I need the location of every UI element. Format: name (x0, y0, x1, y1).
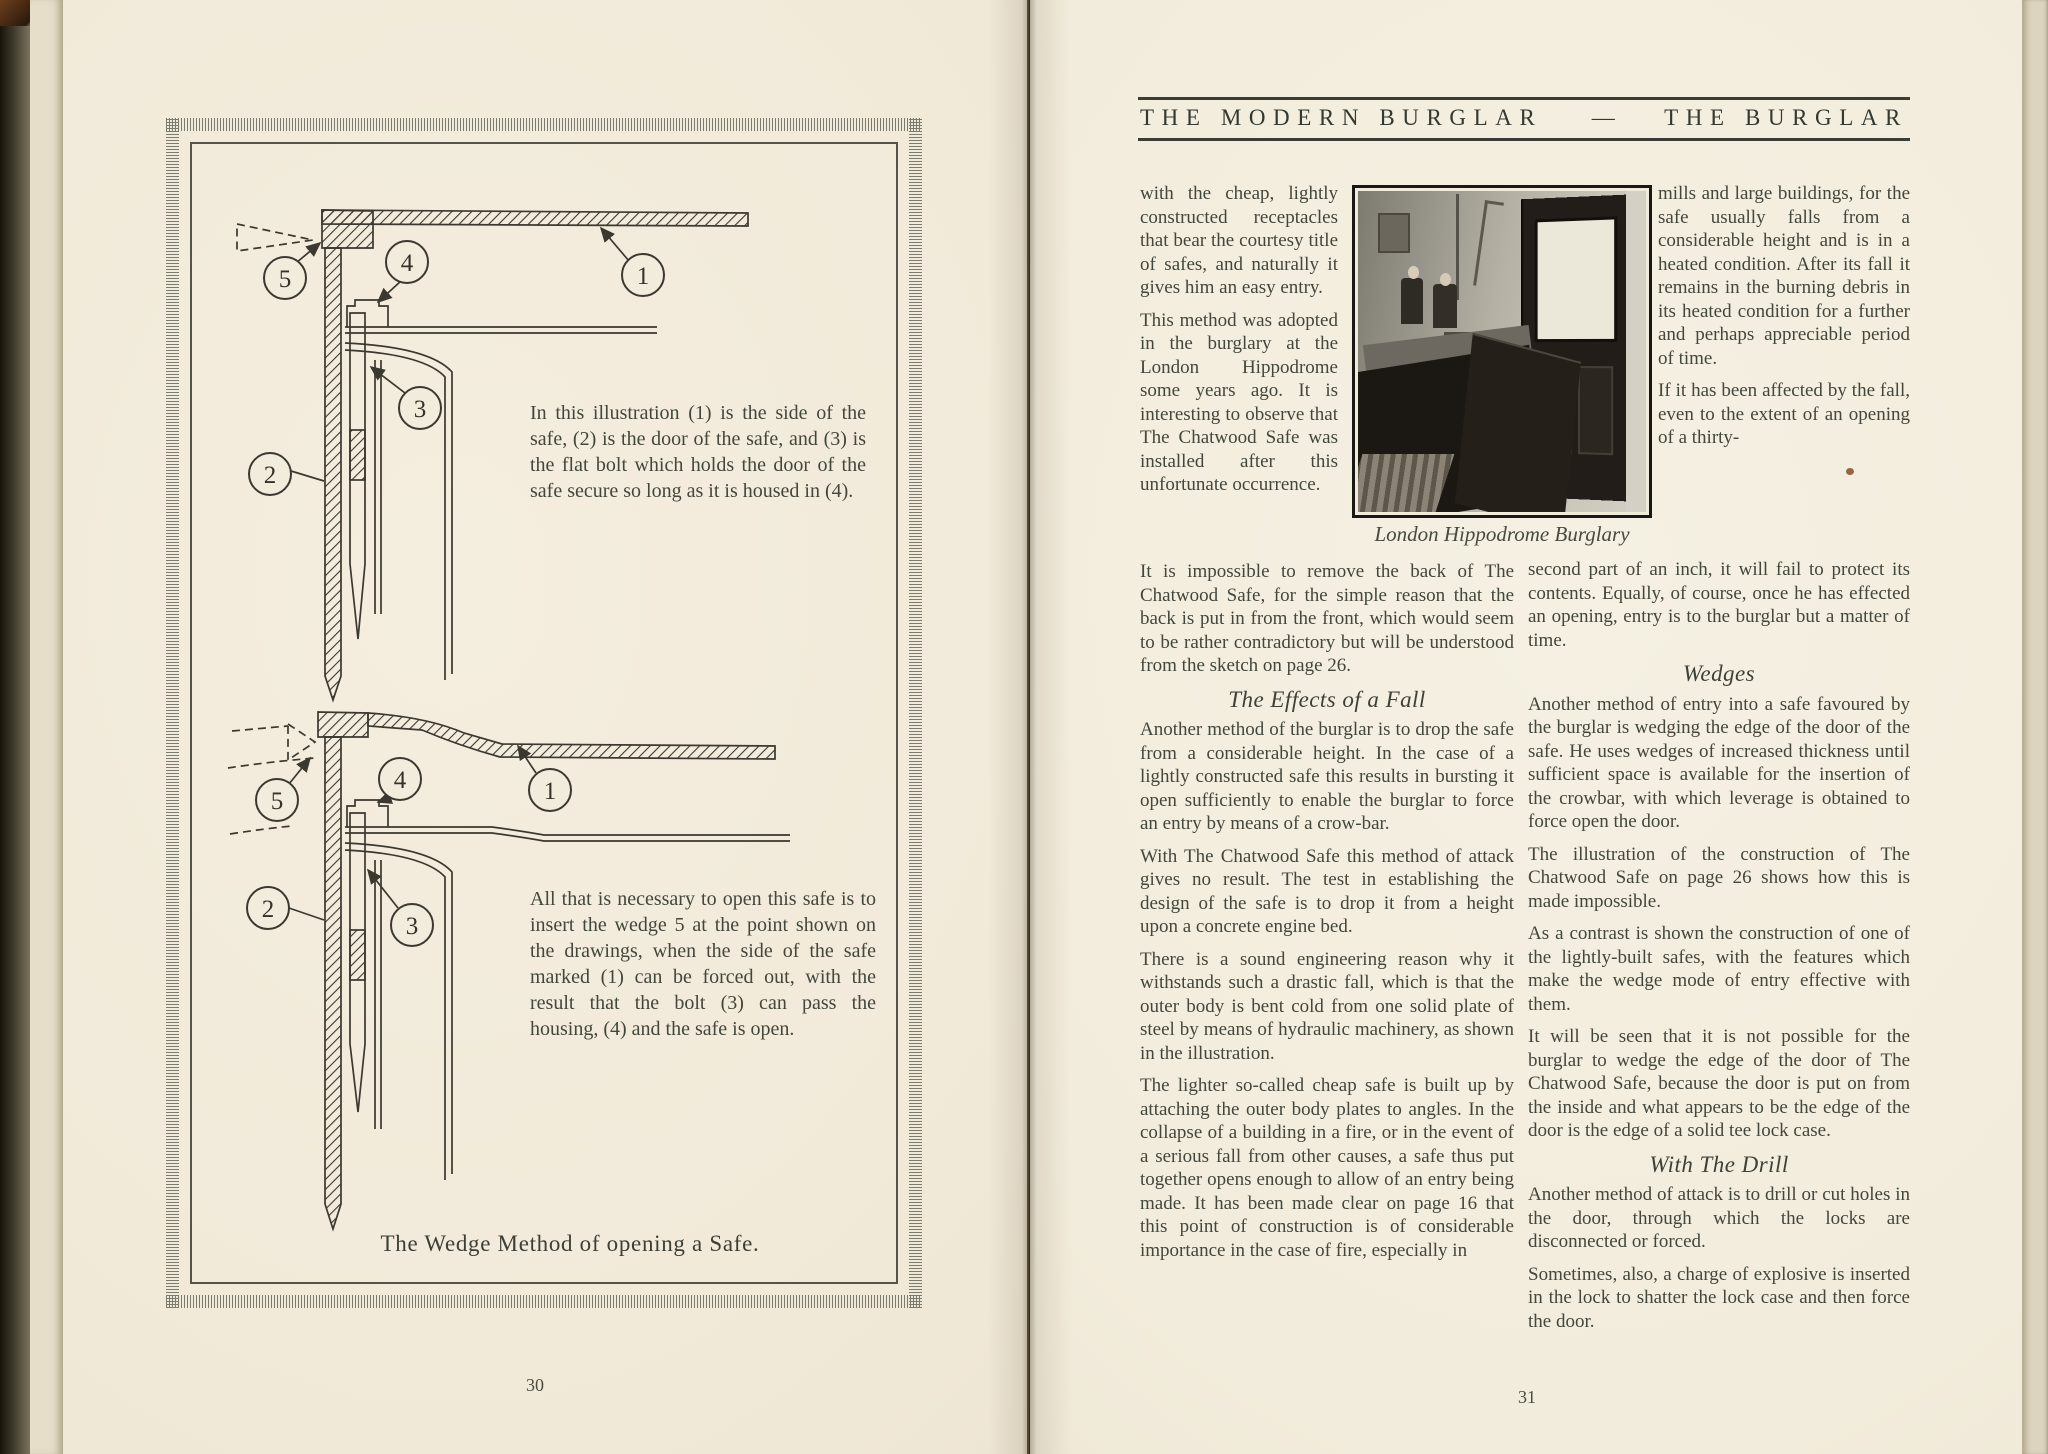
callout-1: 1 (636, 263, 650, 290)
left-column (1140, 560, 1514, 1271)
section-heading-effects-of-a-fall: The Effects of a Fall (1228, 686, 1426, 712)
paragraph: mills and large buildings, for the safe usually falls from a considerable height and is in a heated condition. After its fall it remains in the burning debris in its heated condition for a further and perhaps appreciable period of time. (1658, 183, 1910, 369)
paragraph: with the cheap, lightly constructed receptacles that bear the courtesy title of safes, and naturally it gives him an easy entry. (1140, 183, 1338, 298)
callout-4: 4 (393, 767, 407, 794)
figure-paragraph-1: In this illustration (1) is the side of the safe, (2) is the door of the safe, and (3) is the flat bolt which holds the door of the safe secure so long as it is housed in (4). (530, 402, 866, 502)
frame-band-bottom (166, 1295, 922, 1308)
running-header (1138, 97, 1910, 141)
section-heading-wedges: Wedges (1682, 661, 1756, 686)
paragraph: The illustration of the construction of The Chatwood Safe on page 26 shows how this is made impossible. (1528, 843, 1910, 912)
section-heading-with-the-drill: With The Drill (1649, 1151, 1789, 1177)
book-cover-edge (0, 0, 30, 1454)
callout-5: 5 (278, 266, 292, 293)
page-number-right: 31 (1518, 1387, 1536, 1407)
photo-figure-man (1433, 284, 1457, 328)
paragraph: With The Chatwood Safe this method of attack gives no result. The test in establishing the design of the safe is to drop it from a height upon a concrete engine bed. (1140, 845, 1514, 937)
book-gutter-line (1027, 0, 1029, 1454)
photo-wall-right (1626, 191, 1646, 512)
figure-frame (166, 118, 922, 1308)
paragraph: If it has been affected by the fall, even to the extent of an opening of a thirty- (1658, 380, 1910, 448)
callout-3: 3 (413, 396, 427, 423)
callout-1: 1 (543, 778, 557, 805)
photo-door-panel (1578, 366, 1613, 456)
corner-block (322, 210, 373, 248)
photo-figure-head (1440, 273, 1451, 286)
running-header-right: THE BURGLAR (1664, 105, 1908, 130)
page-stack-edge-right (2022, 0, 2048, 1454)
diagram-bottom-callouts (247, 758, 571, 946)
column-1-top (1140, 182, 1338, 506)
foxing-spot (1846, 468, 1854, 475)
door-plate (325, 248, 341, 700)
photo-door-window (1535, 217, 1617, 342)
right-column (1528, 558, 1910, 1342)
callout-2: 2 (263, 462, 277, 489)
photo-image (1358, 191, 1646, 512)
side-plate-bent (368, 713, 775, 759)
wedge-method-diagram (192, 144, 896, 1282)
page-stack-edge-left (30, 0, 63, 1454)
column-3-top (1658, 182, 1910, 459)
paragraph: This method was adopted in the burglary at the London Hippodrome some years ago. It is interesting to observe that The Chatwood Safe was installed after this unfortunate occurrence. (1140, 309, 1338, 495)
paragraph: It is impossible to remove the back of The Chatwood Safe, for the simple reason that the back is put in from the front, which would seem to be rather contradictory but will be understood from the sketch on page 26. (1140, 561, 1514, 676)
paragraph: The lighter so-called cheap safe is built up by attaching the outer body plates to angles. In the collapse of a building in a fire, or in the event of a serious fall from other causes, a safe thus put together opens enough to allow of an entry being made. It has been made clear on page 16 that this point of construction is of considerable importance in the case of fire, especially in (1140, 1075, 1514, 1261)
figure-caption: The Wedge Method of opening a Safe. (380, 1231, 760, 1256)
callout-5: 5 (270, 788, 284, 815)
frame-band-right (909, 118, 922, 1308)
photo-figure-man (1401, 278, 1423, 324)
running-header-left: THE MODERN BURGLAR (1140, 105, 1543, 130)
photo-caption: London Hippodrome Burglary (1374, 522, 1630, 546)
frame-band-left (166, 118, 179, 1308)
paragraph: Another method of the burglar is to drop the safe from a considerable height. In the case of a lightly constructed safe this results in bursting it open sufficiently to enable the burglar to force an entry by means of a crow-bar. (1140, 719, 1514, 834)
running-header-separator: — (1591, 105, 1615, 130)
photo-wall-pipe (1473, 200, 1504, 288)
paragraph: There is a sound engineering reason why it withstands such a drastic fall, which is that the outer body is bent cold from one solid plate of steel by means of hydraulic machinery, as shown in the illustration. (1140, 948, 1514, 1064)
paragraph: Another method of entry into a safe favoured by the burglar is wedging the edge of the door of the safe. He uses wedges of increased thickness until sufficient space is available for the insertion of the crowbar, with which leverage is obtained to force open the door. (1528, 693, 1910, 832)
frame-band-top (166, 118, 922, 131)
door-plate (325, 737, 341, 1229)
paragraph: Sometimes, also, a charge of explosive is inserted in the lock to shatter the lock case and then force the door. (1528, 1263, 1910, 1332)
corner-block (318, 712, 368, 737)
book-gutter-shadow (988, 0, 1072, 1454)
photo-wall-shelf (1378, 213, 1410, 253)
callout-3: 3 (405, 913, 419, 940)
paragraph: Another method of attack is to drill or cut holes in the door, through which the locks are disconnected or forced. (1528, 1184, 1910, 1252)
photo-wall-pipe (1456, 194, 1459, 300)
page-number-left: 30 (526, 1375, 544, 1395)
paragraph: It will be seen that it is not possible for the burglar to wedge the edge of the door of The Chatwood Safe, because the door is put on from the inside and what appears to be the edge of the door is the edge of a solid tee lock case. (1528, 1026, 1910, 1141)
figure-frame-inner (190, 142, 898, 1284)
side-plate (322, 210, 748, 226)
callout-4: 4 (400, 250, 414, 277)
wedge-outline (288, 724, 315, 760)
paragraph: second part of an inch, it will fail to protect its contents. Equally, of course, once he has effected an opening, entry is to the burglar but a matter of time. (1528, 559, 1910, 651)
figure-paragraph-2: All that is necessary to open this safe is to insert the wedge 5 at the point shown on the drawings, when the side of the safe marked (1) can be forced out, with the result that the bolt (3) can pass the housing, (4) and the safe is open. (530, 888, 876, 1040)
hippodrome-photo (1352, 185, 1652, 518)
paragraph: As a contrast is shown the construction of one of the lightly-built safes, with the features which make the wedge mode of entry effective with them. (1528, 923, 1910, 1015)
wedge-outline (237, 224, 313, 251)
callout-2: 2 (261, 896, 275, 923)
photo-safe-wreck (1455, 333, 1581, 512)
